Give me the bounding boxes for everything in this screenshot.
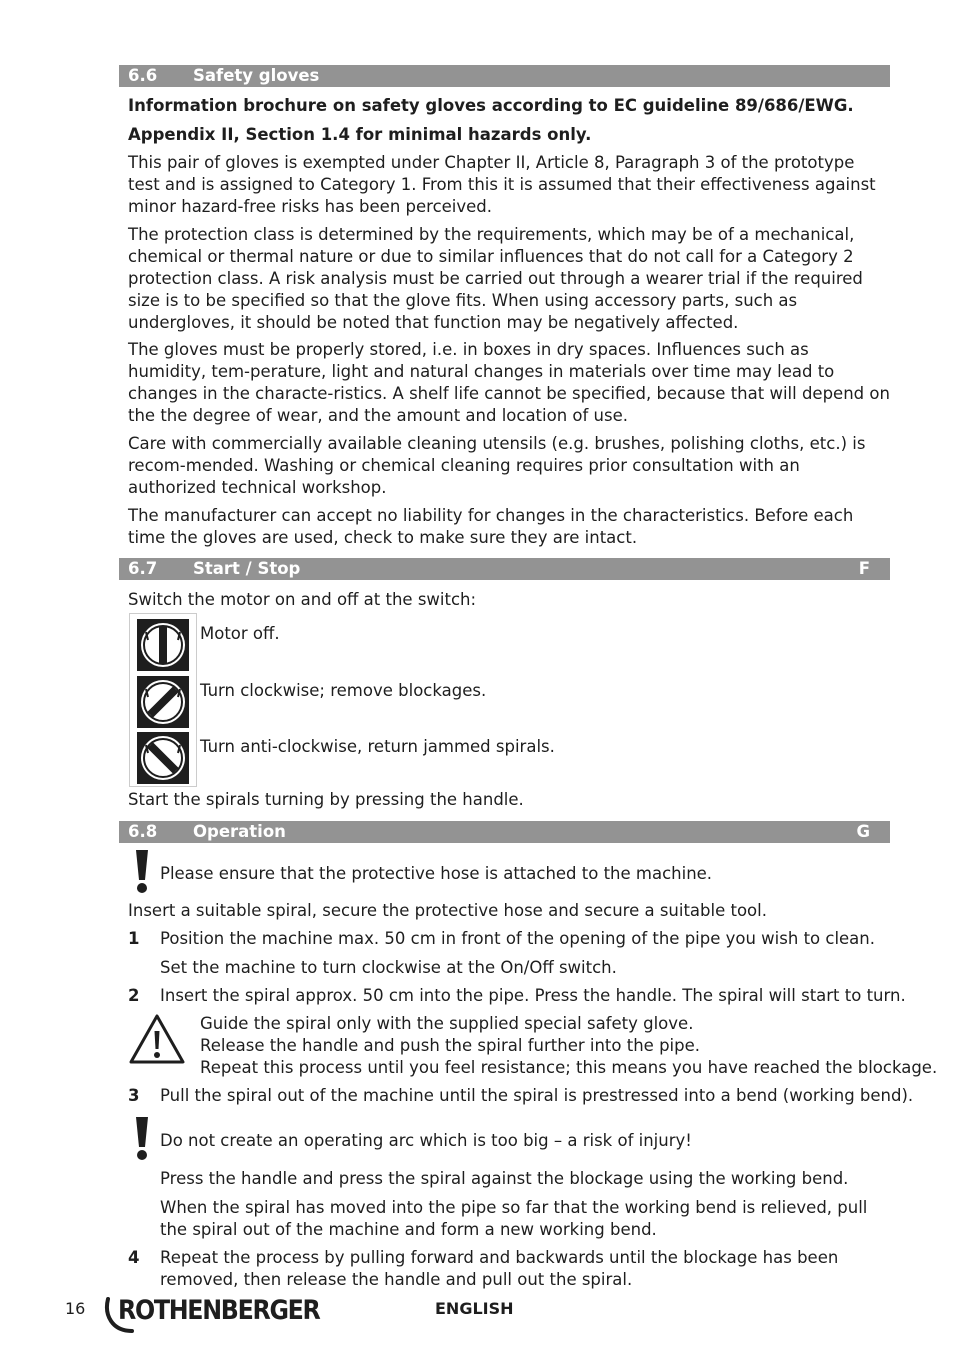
motor-off-label: Motor off. [200,624,280,643]
warning-triangle-icon [128,1013,186,1065]
paragraph: This pair of gloves is exempted under Chapter II, Article 8, Paragraph 3 of the prototype test and is assigned to Category 1. From this it is assumed that their effectiveness against minor hazard-free risks has been perceived. [128,153,876,216]
section-number: 6.8 [128,822,158,841]
step-text: Position the machine max. 50 cm in front of the opening of the pipe you wish to clean. [160,929,875,948]
section-header-6-7 [119,558,890,580]
paragraph: Care with commercially available cleaning utensils (e.g. brushes, polishing cloths, etc.) is recom-mended. Washing or chemical cleaning requires prior consultation with an authorized technical workshop. [128,434,866,497]
bold-heading-1: Information brochure on safety gloves according to EC guideline 89/686/EWG. [128,96,854,115]
paragraph: The gloves must be properly stored, i.e. in boxes in dry spaces. Influences such as humidity, tem-perature, light and natural changes in materials over time may lead to changes in the characte-ristics. A shelf life cannot be specified, because that will depend on the the degree of wear, and the amount and location of use. [128,340,890,425]
note-text: Do not create an operating arc which is too big – a risk of injury! [160,1131,692,1150]
paragraph: Start the spirals turning by pressing the handle. [128,790,524,809]
step-text: Repeat the process by pulling forward and backwards until the blockage has been removed, then release the handle and pull out the spiral. [160,1248,839,1289]
step-number: 3 [128,1086,140,1105]
paragraph: Insert a suitable spiral, secure the protective hose and secure a suitable tool. [128,901,767,920]
figure-letter: G [856,822,870,841]
paragraph: Switch the motor on and off at the switch: [128,590,477,609]
section-number: 6.6 [128,66,158,85]
bold-heading-2: Appendix II, Section 1.4 for minimal hazards only. [128,125,592,144]
page-number: 16 [65,1299,86,1318]
anticlockwise-switch-icon [136,731,190,785]
warning-text: Repeat this process until you feel resistance; this means you have reached the blockage. [200,1058,938,1077]
language-label: ENGLISH [435,1299,514,1318]
switch-icons-panel [129,613,197,787]
step-number: 1 [128,929,140,948]
step-text: Press the handle and press the spiral against the blockage using the working bend. [160,1169,849,1188]
section-title: Operation [193,822,286,841]
step-number: 4 [128,1248,140,1267]
paragraph: The manufacturer can accept no liability for changes in the characteristics. Before each time the gloves are used, check to make sure they are intact. [128,506,854,547]
section-header-6-8 [119,821,890,843]
warning-text: Guide the spiral only with the supplied special safety glove. [200,1014,694,1033]
step-text: When the spiral has moved into the pipe so far that the working bend is relieved, pull the spiral out of the machine and form a new working bend. [160,1198,868,1239]
step-text: Pull the spiral out of the machine until the spiral is prestressed into a bend (working bend). [160,1086,914,1105]
section-number: 6.7 [128,559,158,578]
logo-text: ROTHENBERGER [118,1295,320,1326]
clockwise-switch-icon [136,675,190,729]
rothenberger-logo [102,1293,352,1335]
section-title: Safety gloves [193,66,320,85]
clockwise-label: Turn clockwise; remove blockages. [200,681,487,700]
note-text: Please ensure that the protective hose is attached to the machine. [160,864,713,883]
paragraph: The protection class is determined by the requirements, which may be of a mechanical, chemical or thermal nature or due to similar influences that do not call for a Category 2 protection class. A risk analysis must be carried out through a wearer trial if the required size is to be specified so that the glove fits. When using accessory parts, such as undergloves, it should be noted that function may be negatively affected. [128,225,863,332]
warning-text: Release the handle and push the spiral further into the pipe. [200,1036,700,1055]
exclamation-icon [133,1117,151,1161]
step-text: Set the machine to turn clockwise at the On/Off switch. [160,958,617,977]
motor-off-icon [136,618,190,672]
section-header-6-6 [119,65,890,87]
exclamation-icon [133,850,151,894]
step-text: Insert the spiral approx. 50 cm into the pipe. Press the handle. The spiral will start to turn. [160,986,906,1005]
figure-letter: F [858,559,870,578]
section-title: Start / Stop [193,559,301,578]
anticlockwise-label: Turn anti-clockwise, return jammed spirals. [200,737,555,756]
step-number: 2 [128,986,140,1005]
